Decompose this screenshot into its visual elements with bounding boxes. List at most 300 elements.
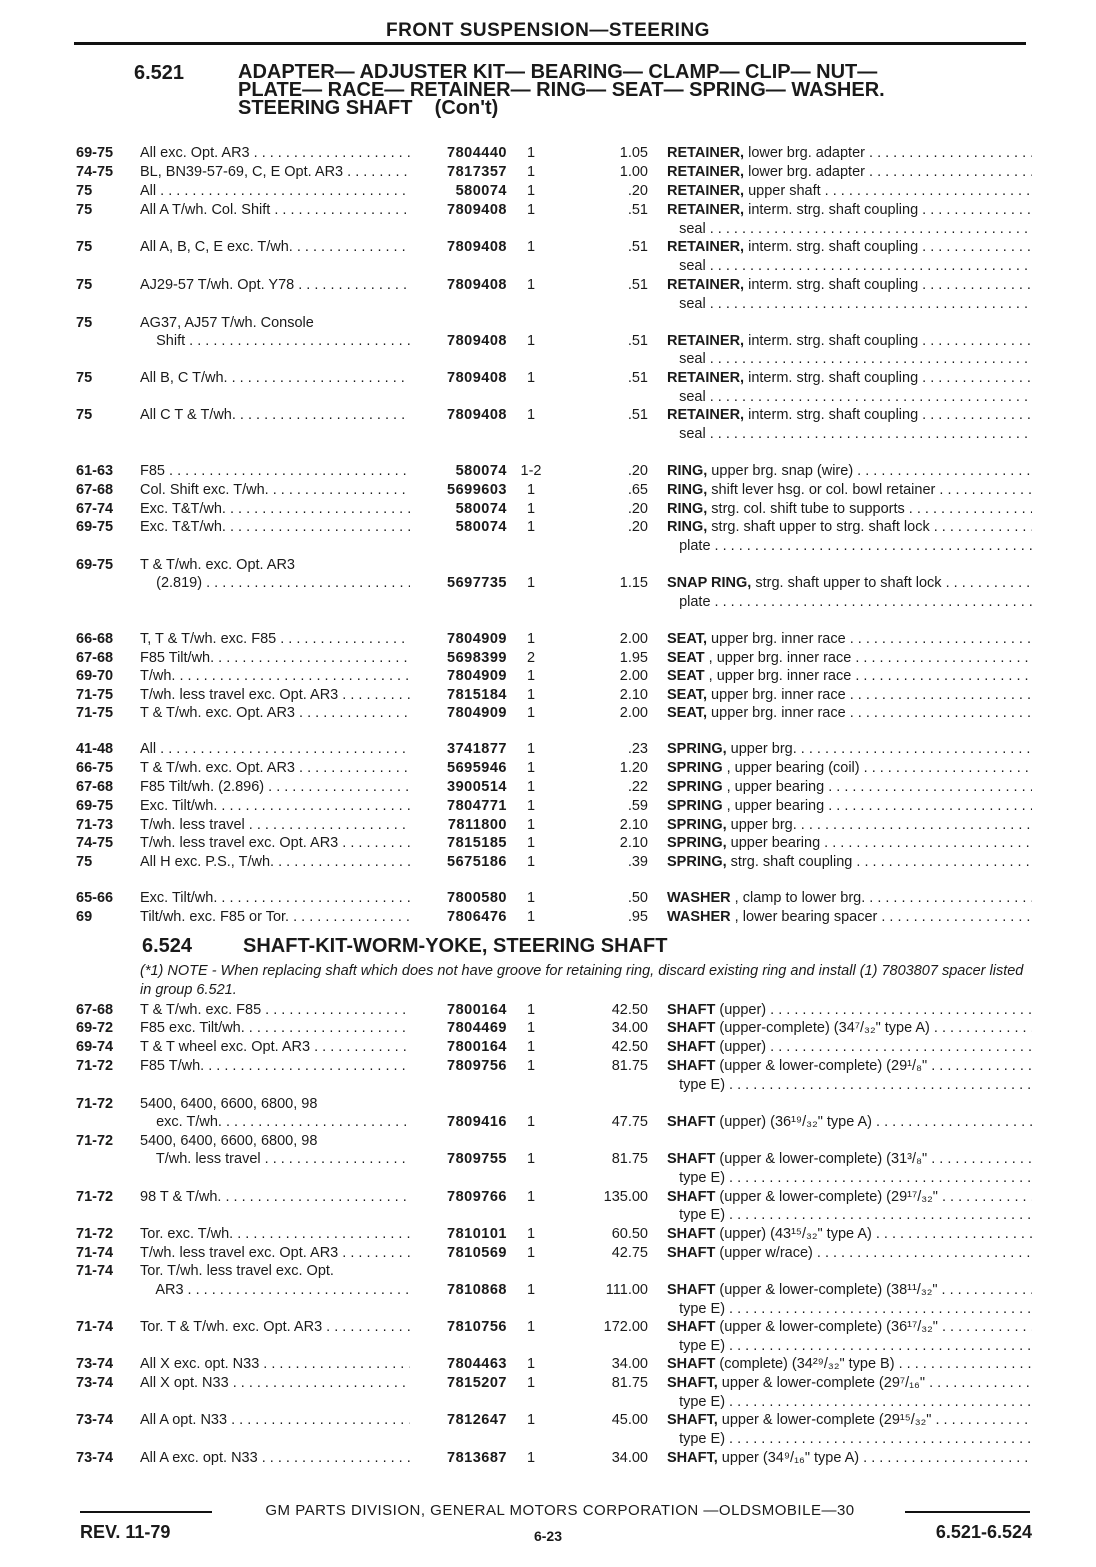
application-cell: Exc. Tilt/wh. . . . (140, 889, 410, 908)
table-row (0, 388, 1096, 407)
year-cell: 69-74 (76, 1039, 114, 1055)
part-detail: (upper & lower-complete) (29¹/₈" (715, 1058, 928, 1074)
year-cell: 66-68 (76, 631, 114, 647)
part-detail: upper brg. (726, 817, 797, 833)
quantity-cell: 1 (526, 854, 536, 870)
price-cell: .23 (627, 741, 648, 757)
quantity-cell: 1 (526, 482, 536, 498)
quantity-cell: 1 (526, 909, 536, 925)
part-detail: , clamp to lower brg. (730, 890, 866, 906)
application-cell: AR3 . . . (140, 1281, 410, 1300)
part-name: SEAT (667, 650, 705, 666)
description-cell (667, 1374, 1032, 1393)
part-name: RETAINER, (667, 202, 745, 218)
description-cell (667, 1281, 1032, 1300)
application-cell: T/wh. . . . (140, 667, 410, 686)
price-cell: 2.10 (619, 835, 648, 851)
description-cell (667, 537, 1032, 556)
part-detail: (upper & lower-complete) (36¹⁷/₃₂" (715, 1319, 938, 1335)
description-cell (667, 369, 1032, 388)
description-cell (667, 1449, 1032, 1468)
part-number-cell: 7809408 (447, 277, 507, 293)
price-cell: 1.00 (619, 164, 648, 180)
year-cell: 75 (76, 407, 93, 423)
part-detail: upper & lower-complete (29⁷/₁₆" (717, 1375, 926, 1391)
table-row (0, 1225, 1096, 1244)
part-name: SPRING, (667, 817, 727, 833)
application-cell: 5400, 6400, 6600, 6800, 98 (140, 1133, 318, 1149)
part-number-cell: 3900514 (447, 779, 507, 795)
description-cell (667, 1001, 1032, 1020)
price-cell: 1.15 (619, 575, 648, 591)
part-number-cell: 7815207 (447, 1375, 507, 1391)
part-detail: , upper bearing (coil) (722, 760, 860, 776)
year-cell: 75 (76, 370, 93, 386)
application-cell: AG37, AJ57 T/wh. Console (140, 315, 314, 331)
application-cell: Tor. exc. T/wh. . . . (140, 1225, 410, 1244)
description-cell (667, 220, 1032, 239)
table-row (0, 649, 1096, 668)
footer-rule (905, 1511, 1030, 1513)
price-cell: 2.00 (619, 705, 648, 721)
table-row (0, 593, 1096, 612)
description-cell (667, 1206, 1032, 1225)
price-cell: .51 (627, 333, 648, 349)
part-name: SHAFT (667, 1319, 716, 1335)
part-name: SEAT (667, 668, 705, 684)
quantity-cell: 1 (526, 817, 536, 833)
table-row (0, 1095, 1096, 1114)
quantity-cell: 1 (526, 741, 536, 757)
part-number-cell: 580074 (455, 519, 507, 535)
table-row (0, 332, 1096, 351)
section-number: 6.524 (142, 935, 193, 957)
part-name: SEAT, (667, 705, 708, 721)
part-detail: type E) (667, 1207, 726, 1223)
application-cell: F85 Tilt/wh. (2.896) . . . (140, 778, 410, 797)
footer-group-range: 6.521-6.524 (935, 1522, 1032, 1542)
quantity-cell: 1 (526, 1002, 536, 1018)
part-detail: upper shaft (744, 183, 821, 199)
application-cell: All A opt. N33 . . . (140, 1411, 410, 1430)
application-cell: All X opt. N33 . . . (140, 1374, 410, 1393)
quantity-cell: 1 (526, 1039, 536, 1055)
application-cell: Shift . . . (140, 332, 410, 351)
part-name: SNAP RING, (667, 575, 752, 591)
application-cell: 98 T & T/wh. . . . (140, 1188, 410, 1207)
price-cell: .95 (627, 909, 648, 925)
table-row (0, 1113, 1096, 1132)
description-cell (667, 332, 1032, 351)
table-row (0, 518, 1096, 537)
application-cell: T & T/wh. exc. Opt. AR3 . . . (140, 759, 410, 778)
part-detail: upper & lower-complete (29¹⁵/₃₂" (717, 1412, 932, 1428)
part-name: SHAFT (667, 1002, 716, 1018)
part-name: SHAFT (667, 1151, 716, 1167)
part-detail: type E) (667, 1301, 726, 1317)
part-number-cell: 7804771 (447, 798, 507, 814)
part-number-cell: 580074 (455, 183, 507, 199)
application-cell: All A T/wh. Col. Shift . . . (140, 201, 410, 220)
year-cell: 75 (76, 315, 93, 331)
table-row (0, 238, 1096, 257)
part-detail: seal (667, 426, 706, 442)
part-name: RETAINER, (667, 145, 745, 161)
year-cell: 75 (76, 854, 93, 870)
year-cell: 67-68 (76, 1002, 114, 1018)
section-title-line: ADAPTER— ADJUSTER KIT— BEARING— CLAMP— CLIP— NUT— (238, 61, 878, 83)
quantity-cell: 1 (526, 1189, 536, 1205)
part-detail: (upper) (715, 1039, 767, 1055)
description-cell (667, 1318, 1032, 1337)
table-row (0, 462, 1096, 481)
year-cell: 73-74 (76, 1450, 114, 1466)
price-cell: .65 (627, 482, 648, 498)
part-name: RETAINER, (667, 407, 745, 423)
part-name: SHAFT, (667, 1450, 718, 1466)
part-name: RETAINER, (667, 164, 745, 180)
description-cell (667, 816, 1032, 835)
year-cell: 74-75 (76, 835, 114, 851)
price-cell: 2.10 (619, 687, 648, 703)
description-cell (667, 649, 1032, 668)
application-cell: BL, BN39-57-69, C, E Opt. AR3 . . . (140, 163, 410, 182)
quantity-cell: 1 (526, 501, 536, 517)
quantity-cell: 1 (526, 779, 536, 795)
part-detail: (upper w/race) (715, 1245, 813, 1261)
part-detail: interm. strg. shaft coupling (744, 370, 919, 386)
part-number-cell: 7804469 (447, 1020, 507, 1036)
price-cell: 2.10 (619, 817, 648, 833)
table-row (0, 182, 1096, 201)
description-cell (667, 201, 1032, 220)
part-name: SEAT, (667, 631, 708, 647)
description-cell (667, 1411, 1032, 1430)
part-name: SHAFT, (667, 1375, 718, 1391)
year-cell: 69-75 (76, 519, 114, 535)
table-row (0, 1188, 1096, 1207)
price-cell: .20 (627, 519, 648, 535)
year-cell: 71-74 (76, 1319, 114, 1335)
part-detail: upper brg. inner race (707, 631, 846, 647)
part-detail: (upper & lower-complete) (31³/₈" (715, 1151, 928, 1167)
table-row (0, 481, 1096, 500)
quantity-cell: 1-2 (520, 463, 542, 479)
description-cell (667, 295, 1032, 314)
part-name: SHAFT (667, 1039, 716, 1055)
part-number-cell: 7809408 (447, 407, 507, 423)
part-number-cell: 7810756 (447, 1319, 507, 1335)
description-cell (667, 1430, 1032, 1449)
year-cell: 73-74 (76, 1356, 114, 1372)
section-number: 6.521 (134, 62, 185, 84)
section-title-line: PLATE— RACE— RETAINER— RING— SEAT— SPRING— WASHER. (238, 79, 885, 101)
table-row (0, 295, 1096, 314)
year-cell: 75 (76, 202, 93, 218)
part-detail: interm. strg. shaft coupling (744, 407, 919, 423)
application-cell: Tor. T/wh. less travel exc. Opt. (140, 1263, 334, 1279)
application-cell: All A exc. opt. N33 . . . (140, 1449, 410, 1468)
part-detail: seal (667, 351, 706, 367)
part-number-cell: 7813687 (447, 1450, 507, 1466)
price-cell: 1.20 (619, 760, 648, 776)
part-name: RETAINER, (667, 183, 745, 199)
header-rule (74, 42, 1026, 45)
year-cell: 69 (76, 909, 93, 925)
footer-corporation: GM PARTS DIVISION, GENERAL MOTORS CORPORATION —OLDSMOBILE—30 (265, 1502, 855, 1519)
description-cell (667, 388, 1032, 407)
quantity-cell: 1 (526, 1020, 536, 1036)
application-cell: All H exc. P.S., T/wh. . . . (140, 853, 410, 872)
year-cell: 75 (76, 183, 93, 199)
price-cell: 111.00 (605, 1282, 648, 1298)
part-number-cell: 7811800 (447, 817, 507, 833)
part-number-cell: 7815185 (447, 835, 507, 851)
year-cell: 75 (76, 277, 93, 293)
application-cell: All . . . (140, 182, 410, 201)
year-cell: 67-68 (76, 779, 114, 795)
quantity-cell: 1 (526, 1151, 536, 1167)
table-row (0, 1393, 1096, 1412)
quantity-cell: 1 (526, 760, 536, 776)
application-cell: All B, C T/wh. . . . (140, 369, 410, 388)
application-cell: T & T/wh. exc. Opt. AR3 . . . (140, 704, 410, 723)
quantity-cell: 1 (526, 202, 536, 218)
part-number-cell: 7800164 (447, 1002, 507, 1018)
table-row (0, 163, 1096, 182)
part-name: RING, (667, 482, 708, 498)
table-row (0, 834, 1096, 853)
price-cell: .22 (627, 779, 648, 795)
table-row (0, 369, 1096, 388)
quantity-cell: 1 (526, 705, 536, 721)
application-cell: All C T & T/wh. . . . (140, 406, 410, 425)
part-number-cell: 7809408 (447, 370, 507, 386)
price-cell: 42.50 (611, 1002, 648, 1018)
table-row (0, 1411, 1096, 1430)
description-cell (667, 1300, 1032, 1319)
application-cell: exc. T/wh. . . . (140, 1113, 410, 1132)
table-row (0, 1449, 1096, 1468)
part-detail: lower brg. adapter (744, 164, 865, 180)
table-row (0, 406, 1096, 425)
price-cell: .50 (627, 890, 648, 906)
quantity-cell: 2 (526, 650, 536, 666)
application-cell: Exc. T&T/wh. . . . (140, 518, 410, 537)
quantity-cell: 1 (526, 1450, 536, 1466)
part-detail: type E) (667, 1170, 726, 1186)
year-cell: 71-72 (76, 1058, 114, 1074)
part-detail: interm. strg. shaft coupling (744, 239, 919, 255)
part-number-cell: 7809408 (447, 333, 507, 349)
quantity-cell: 1 (526, 1058, 536, 1074)
description-cell (667, 1393, 1032, 1412)
application-cell: All . . . (140, 740, 410, 759)
quantity-cell: 1 (526, 575, 536, 591)
part-number-cell: 7809755 (447, 1151, 507, 1167)
part-number-cell: 7800580 (447, 890, 507, 906)
table-row (0, 144, 1096, 163)
application-cell: T & T wheel exc. Opt. AR3 . . . (140, 1038, 410, 1057)
year-cell: 71-75 (76, 705, 114, 721)
description-cell (667, 1337, 1032, 1356)
year-cell: 61-63 (76, 463, 114, 479)
description-cell (667, 425, 1032, 444)
table-row (0, 201, 1096, 220)
table-row (0, 630, 1096, 649)
part-number-cell: 7806476 (447, 909, 507, 925)
year-cell: 65-66 (76, 890, 114, 906)
year-cell: 71-72 (76, 1189, 114, 1205)
part-name: SHAFT (667, 1226, 716, 1242)
part-detail: seal (667, 258, 706, 274)
description-cell (667, 1057, 1032, 1076)
part-name: SPRING, (667, 854, 727, 870)
table-row (0, 1001, 1096, 1020)
year-cell: 71-72 (76, 1096, 114, 1112)
application-cell: All A, B, C, E exc. T/wh. . . . (140, 238, 410, 257)
part-detail: type E) (667, 1338, 726, 1354)
quantity-cell: 1 (526, 1282, 536, 1298)
part-detail: strg. col. shift tube to supports (707, 501, 905, 517)
description-cell (667, 574, 1032, 593)
price-cell: 81.75 (611, 1375, 648, 1391)
part-detail: (complete) (34²⁹/₃₂" type B) (715, 1356, 895, 1372)
part-detail: interm. strg. shaft coupling (744, 277, 919, 293)
part-detail: seal (667, 221, 706, 237)
part-detail: upper brg. inner race (707, 687, 846, 703)
table-row (0, 853, 1096, 872)
part-name: SHAFT (667, 1282, 716, 1298)
year-cell: 69-72 (76, 1020, 114, 1036)
quantity-cell: 1 (526, 1245, 536, 1261)
part-name: SHAFT (667, 1020, 716, 1036)
application-cell: T/wh. less travel . . . (140, 1150, 410, 1169)
section-note: (*1) NOTE - When replacing shaft which does not have groove for retaining ring, discard existing ring and install (1) 7803807 spacer listed in group 6.521. (140, 963, 1024, 998)
description-cell (667, 1038, 1032, 1057)
part-name: SHAFT (667, 1058, 716, 1074)
part-number-cell: 5695946 (447, 760, 507, 776)
part-number-cell: 7810868 (447, 1282, 507, 1298)
part-number-cell: 5697735 (447, 575, 507, 591)
part-detail: (upper) (715, 1002, 767, 1018)
part-name: RING, (667, 463, 708, 479)
description-cell (667, 462, 1032, 481)
quantity-cell: 1 (526, 798, 536, 814)
price-cell: 1.05 (619, 145, 648, 161)
description-cell (667, 1169, 1032, 1188)
table-row (0, 778, 1096, 797)
application-cell: T & T/wh. exc. Opt. AR3 (140, 557, 295, 573)
description-cell (667, 834, 1032, 853)
table-row (0, 1132, 1096, 1151)
section-title: SHAFT-KIT-WORM-YOKE, STEERING SHAFT (243, 935, 668, 957)
price-cell: 60.50 (611, 1226, 648, 1242)
part-name: RETAINER, (667, 333, 745, 349)
year-cell: 67-68 (76, 482, 114, 498)
part-number-cell: 7809756 (447, 1058, 507, 1074)
year-cell: 71-74 (76, 1245, 114, 1261)
part-number-cell: 5675186 (447, 854, 507, 870)
table-row (0, 556, 1096, 575)
part-detail: upper bearing (726, 835, 821, 851)
description-cell (667, 406, 1032, 425)
part-detail: strg. shaft upper to strg. shaft lock (707, 519, 930, 535)
part-number-cell: 7812647 (447, 1412, 507, 1428)
description-cell (667, 630, 1032, 649)
part-name: RING, (667, 501, 708, 517)
part-detail: (upper) (36¹⁹/₃₂" type A) (715, 1114, 873, 1130)
application-cell: F85 T/wh. . . . (140, 1057, 410, 1076)
price-cell: 42.50 (611, 1039, 648, 1055)
part-detail: , upper brg. inner race (704, 668, 852, 684)
part-name: RETAINER, (667, 239, 745, 255)
table-row (0, 1300, 1096, 1319)
table-row (0, 667, 1096, 686)
part-name: SHAFT (667, 1189, 716, 1205)
table-row (0, 1169, 1096, 1188)
table-row (0, 704, 1096, 723)
quantity-cell: 1 (526, 164, 536, 180)
year-cell: 71-72 (76, 1133, 114, 1149)
part-detail: shift lever hsg. or col. bowl retainer . (707, 482, 944, 498)
description-cell (667, 518, 1032, 537)
quantity-cell: 1 (526, 333, 536, 349)
part-number-cell: 7804440 (447, 145, 507, 161)
description-cell (667, 740, 1032, 759)
part-detail: interm. strg. shaft coupling (744, 333, 919, 349)
description-cell (667, 593, 1032, 612)
part-number-cell: 7804909 (447, 705, 507, 721)
quantity-cell: 1 (526, 1412, 536, 1428)
part-number-cell: 7817357 (447, 164, 507, 180)
part-name: RING, (667, 519, 708, 535)
table-row (0, 537, 1096, 556)
quantity-cell: 1 (526, 239, 536, 255)
footer-revision: REV. 11-79 (80, 1522, 171, 1542)
price-cell: 2.00 (619, 631, 648, 647)
part-detail: , lower bearing spacer (730, 909, 878, 925)
part-detail: (upper-complete) (34⁷/₃₂" type A) . . (715, 1020, 946, 1036)
application-cell: All X exc. opt. N33 . . . (140, 1355, 410, 1374)
part-name: RETAINER, (667, 277, 745, 293)
part-detail: (upper & lower-complete) (38¹¹/₃₂" (715, 1282, 938, 1298)
price-cell: .51 (627, 370, 648, 386)
price-cell: .59 (627, 798, 648, 814)
price-cell: 34.00 (611, 1356, 648, 1372)
description-cell (667, 1019, 1032, 1038)
year-cell: 41-48 (76, 741, 114, 757)
year-cell: 74-75 (76, 164, 114, 180)
quantity-cell: 1 (526, 835, 536, 851)
description-cell (667, 853, 1032, 872)
description-cell (667, 1113, 1032, 1132)
year-cell: 71-75 (76, 687, 114, 703)
table-row (0, 220, 1096, 239)
part-detail: seal (667, 389, 706, 405)
quantity-cell: 1 (526, 407, 536, 423)
part-name: WASHER (667, 909, 731, 925)
table-row (0, 257, 1096, 276)
part-name: SHAFT (667, 1114, 716, 1130)
table-row (0, 1355, 1096, 1374)
year-cell: 75 (76, 239, 93, 255)
part-detail: plate (667, 594, 711, 610)
quantity-cell: 1 (526, 519, 536, 535)
part-name: SHAFT (667, 1245, 716, 1261)
part-detail: upper (34⁹/₁₆" type A) (717, 1450, 860, 1466)
part-detail: (upper) (43¹⁵/₃₂" type A) (715, 1226, 872, 1242)
